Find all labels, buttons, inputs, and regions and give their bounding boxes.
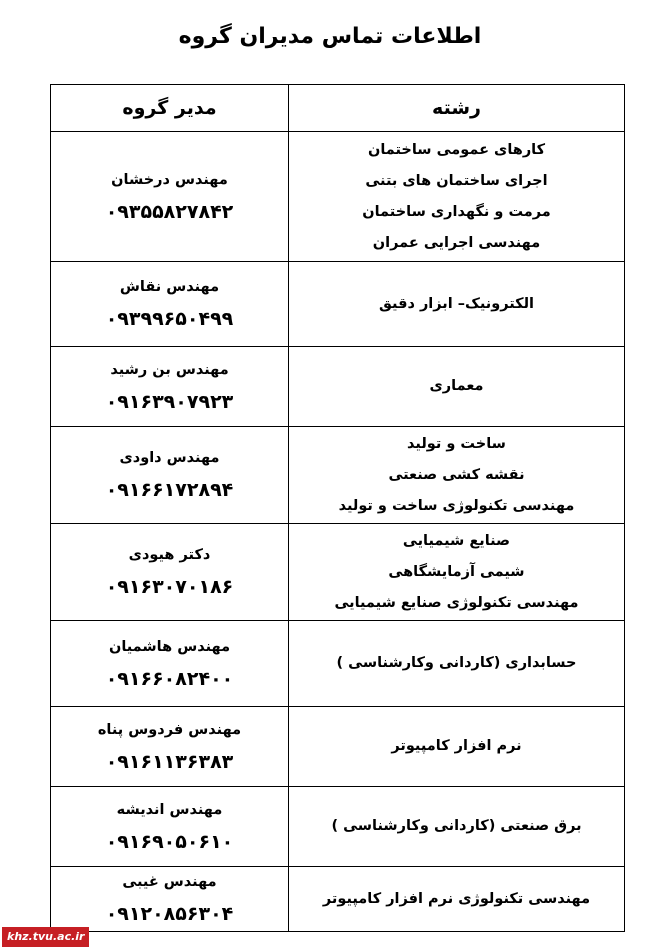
manager-cell [51, 707, 289, 787]
field-name: ساخت و تولید [407, 435, 506, 452]
field-cell [289, 347, 625, 427]
field-column-header: رشته [289, 85, 625, 132]
table-row [51, 621, 625, 707]
manager-phone: ۰۹۱۶۱۱۳۶۳۸۳ [105, 750, 234, 773]
manager-phone: ۰۹۱۶۳۰۷۰۱۸۶ [105, 576, 234, 598]
field-name: مهندسی تکنولوژی ساخت و تولید [338, 497, 575, 514]
field-cell [289, 524, 625, 621]
field-name: مرمت و نگهداری ساختمان [362, 203, 551, 220]
field-name: نقشه کشی صنعتی [388, 466, 525, 483]
manager-name: مهندس داودی [119, 450, 220, 466]
manager-cell [51, 621, 289, 707]
manager-name: مهندس نقاش [119, 279, 220, 295]
manager-name: مهندس هاشمیان [108, 638, 231, 655]
field-cell [289, 427, 625, 524]
field-cell [289, 621, 625, 707]
manager-cell [51, 347, 289, 427]
table-row [51, 867, 625, 932]
manager-phone: ۰۹۳۵۵۸۲۷۸۴۲ [105, 200, 234, 223]
manager-phone: ۰۹۱۶۶۰۸۲۴۰۰ [105, 667, 234, 690]
table-row [51, 132, 625, 262]
manager-cell [51, 132, 289, 262]
site-logo: khz.tvu.ac.ir [2, 927, 89, 947]
field-name: اجرای ساختمان های بتنی [365, 172, 548, 189]
manager-cell [51, 427, 289, 524]
field-name: حسابداری (کاردانی وکارشناسی ) [336, 655, 577, 671]
field-cell [289, 132, 625, 262]
manager-phone: ۰۹۳۹۹۶۵۰۴۹۹ [105, 308, 234, 330]
manager-name: دکتر هیودی [128, 547, 211, 563]
field-cell [289, 787, 625, 867]
field-cell [289, 867, 625, 932]
manager-name: مهندس فردوس پناه [97, 721, 242, 738]
header-row [51, 85, 625, 132]
field-name: مهندسی اجرایی عمران [372, 234, 541, 251]
table-row [51, 347, 625, 427]
field-name: شیمی آزمایشگاهی [388, 563, 525, 580]
table-row [51, 707, 625, 787]
field-name: مهندسی تکنولوژی صنایع شیمیایی [334, 594, 579, 611]
field-name: برق صنعتی (کاردانی وکارشناسی ) [331, 818, 582, 834]
manager-cell [51, 262, 289, 347]
field-name: الکترونیک– ابزار دقیق [378, 295, 535, 312]
field-name: مهندسی تکنولوژی نرم افزار کامپیوتر [322, 890, 591, 907]
manager-name: مهندس اندیشه [116, 801, 223, 818]
field-name: معماری [429, 378, 484, 394]
manager-phone: ۰۹۱۲۰۸۵۶۳۰۴ [105, 903, 234, 925]
manager-name: مهندس غیبی [122, 874, 217, 890]
manager-name: مهندس درخشان [111, 171, 228, 188]
field-cell [289, 262, 625, 347]
table-row [51, 427, 625, 524]
manager-cell [51, 867, 289, 932]
field-name: کارهای عمومی ساختمان [367, 141, 546, 158]
field-name: صنایع شیمیایی [402, 532, 511, 549]
field-cell [289, 707, 625, 787]
manager-column-header: مدیر گروه [51, 85, 289, 132]
manager-name: مهندس بن رشید [110, 361, 229, 378]
manager-phone: ۰۹۱۶۹۰۵۰۶۱۰ [105, 830, 234, 853]
manager-phone: ۰۹۱۶۶۱۷۲۸۹۴ [105, 479, 234, 501]
field-name: نرم افزار کامپیوتر [391, 738, 522, 754]
manager-cell [51, 787, 289, 867]
page-title: اطلاعات تماس مدیران گروه [178, 24, 482, 49]
manager-cell [51, 524, 289, 621]
table-row [51, 262, 625, 347]
table-row [51, 524, 625, 621]
contacts-table [50, 84, 625, 932]
manager-phone: ۰۹۱۶۳۹۰۷۹۲۳ [105, 390, 234, 413]
table-row [51, 787, 625, 867]
